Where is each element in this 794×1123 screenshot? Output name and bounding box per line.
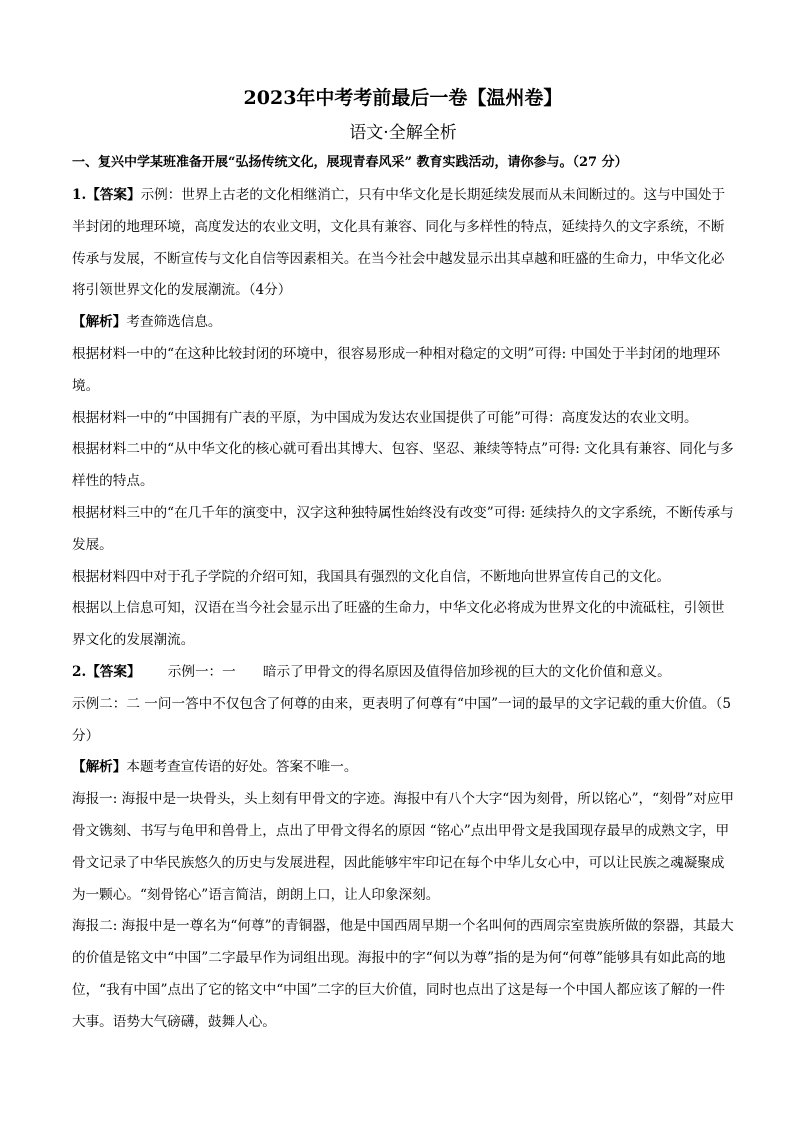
q2-poster-2: 海报二: 海报中是一尊名为“何尊”的青铜器，他是中国西周早期一个名叫何的西周宗室贵族所做的祭器，其最大的价值是铭文中“中国”二字最早作为词组出现。海报中的字“何以为尊”指的是为何“何尊”能够具有如此高的地位，“我有中国”点出了它的铭文中“中国”二字的巨大价值，同时也点出了这是每一个中国人都应该了解的一件大事。语势大气磅礴，鼓舞人心。 xyxy=(72,918,734,1030)
q1-answer xyxy=(72,180,734,307)
q2-answer xyxy=(72,657,734,689)
page-title: 2023年中考考前最后一卷【温州卷】 xyxy=(243,87,563,109)
section-heading: 一、复兴中学某班准备开展“弘扬传统文化，展现青春风采” 教育实践活动，请你参与。（27 分） xyxy=(72,155,628,170)
q1-answer-label: 【答案】 xyxy=(86,187,141,203)
q1-para: 根据材料一中的“中国拥有广表的平原，为中国成为发达农业国提供了可能”可得：高度发达的农业文明。 xyxy=(72,409,698,426)
q1-explanation xyxy=(72,307,734,339)
q2-example-2: 示例二：二 一问一答中不仅包含了何尊的由来，更表明了何尊有“中国”一词的最早的文字记载的重大价值。（5分） xyxy=(72,695,731,744)
q1-number: 1. xyxy=(72,187,87,203)
q2-poster-1: 海报一: 海报中是一块骨头，头上刻有甲骨文的字迹。海报中有八个大字“因为刻骨，所以铭心”，“刻骨”对应甲骨文镌刻、书写与龟甲和兽骨上，点出了甲骨文得名的原因 “铭心”点出甲骨文是我国现存最早的成熟文字，甲骨文记录了中华民族悠久的历史与发展进程，因此能够牢牢印记在每个中华儿女心中，可以让民族之魂凝聚成为一颗心。“刻骨铭心”语言简洁，朗朗上口，让人印象深刻。 xyxy=(72,791,735,903)
q1-explanation-label: 【解析】 xyxy=(72,314,127,331)
q1-answer-text: 示例：世界上古老的文化相继消亡，只有中华文化是长期延续发展而从未间断过的。这与中国处于半封闭的地理环境，高度发达的农业文明，文化具有兼容、同化与多样性的特点，延续持久的文字系统，不断传承与发展，不断宣传与文化自信等因素相关。在当今社会中越发显示出其卓越和旺盛的生命力，中华文化必将引领世界文化的发展潮流。（4分） xyxy=(72,187,726,299)
q1-para: 根据材料三中的“在几千年的演变中，汉字这种独特属性始终没有改变”可得: 延续持久的文字系统，不断传承与发展。 xyxy=(72,504,734,553)
q2-explanation xyxy=(72,752,734,784)
q1-para: 根据材料四中对于孔子学院的介绍可知，我国具有强烈的文化自信，不断地向世界宣传自己的文化。 xyxy=(72,568,671,585)
q2-explanation-text: 本题考查宣传语的好处。答案不唯一。 xyxy=(126,759,358,776)
q1-para: 根据以上信息可知，汉语在当今社会显示出了旺盛的生命力，中华文化必将成为世界文化的中流砥柱，引领世界文化的发展潮流。 xyxy=(72,600,725,649)
q2-answer-label: 【答案】 xyxy=(86,663,141,680)
q2-example-1: 示例一：一 暗示了甲骨文的得名原因及值得倍加珍视的巨大的文化价值和意义。 xyxy=(167,663,671,680)
q1-para: 根据材料一中的“在这种比较封闭的环境中，很容易形成一种相对稳定的文明”可得: 中国处于半封闭的地理环境。 xyxy=(72,345,721,394)
q2-explanation-label: 【解析】 xyxy=(72,759,127,776)
q1-explanation-text: 考查筛选信息。 xyxy=(126,314,222,331)
page-subtitle: 语文·全解全析 xyxy=(349,123,457,143)
q1-para: 根据材料二中的“从中华文化的核心就可看出其博大、包容、坚忍、兼续等特点”可得: 文化具有兼容、同化与多样性的特点。 xyxy=(72,441,734,490)
q2-number: 2. xyxy=(72,663,87,680)
